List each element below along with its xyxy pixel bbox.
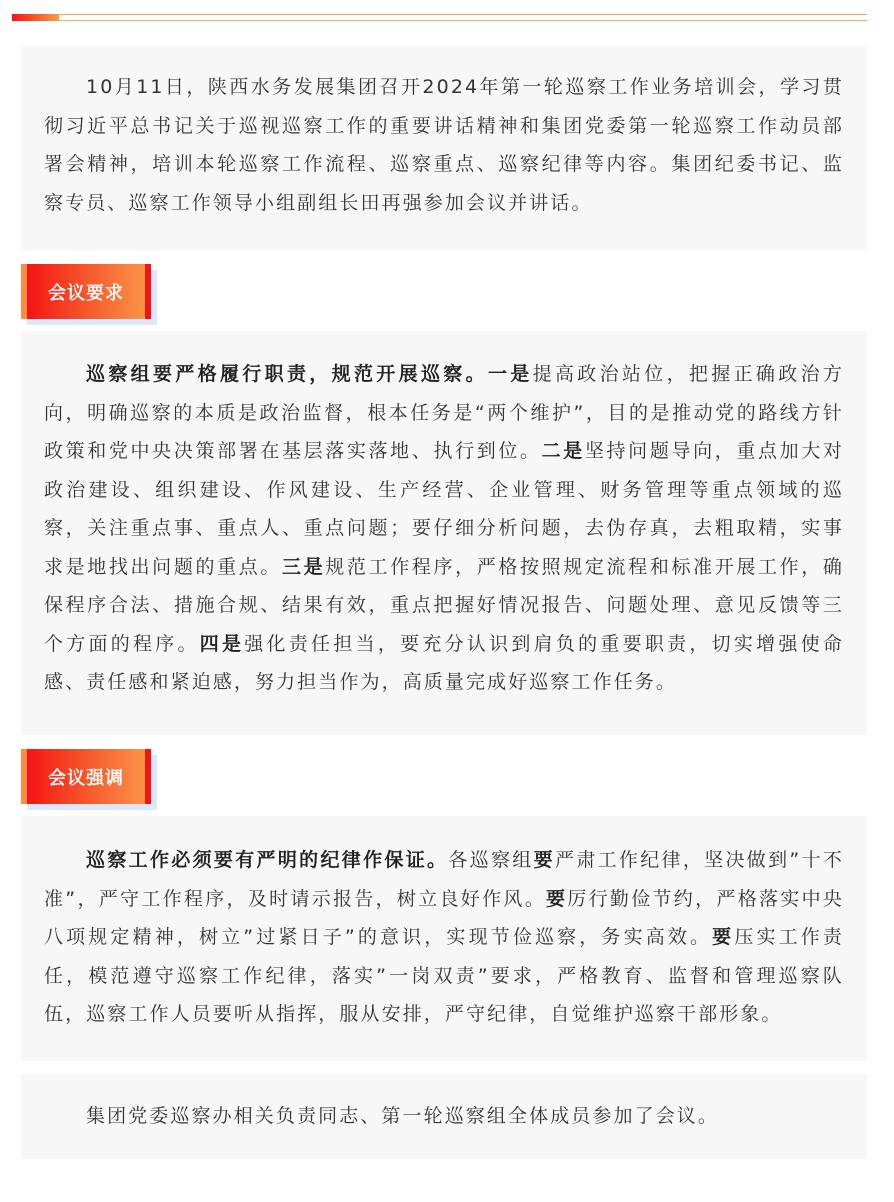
heading-right-edge bbox=[145, 264, 151, 319]
emphasis-paragraph-box bbox=[21, 816, 867, 1061]
point-text-4: 强化责任担当，要充分认识到肩负的重要职责，切实增强使命感、责任感和紧迫感，努力担当作为，高质量完成好巡察工作任务。 bbox=[44, 632, 845, 693]
emphasis-paragraph bbox=[44, 841, 844, 1034]
closing-paragraph: 集团党委巡察办相关负责同志、第一轮巡察组全体成员参加了会议。 bbox=[86, 1105, 720, 1127]
heading-label: 会议强调 bbox=[48, 767, 124, 789]
point-text-3: 规范工作程序，严格按照规定流程和标准开展工作，确保程序合法、措施合规、结果有效，重点把握好情况报告、问题处理、意见反馈等三个方面的程序。 bbox=[44, 555, 845, 655]
point-text-1: 提高政治站位，把握正确政治方向，明确巡察的本质是政治监督，根本任务是“两个维护”，目的是推动党的路线方针政策和党中央决策部署在基层落实落地、执行到位。 bbox=[44, 363, 844, 462]
divider-line-bottom bbox=[12, 20, 867, 21]
point-marker-2: 二是 bbox=[541, 440, 585, 462]
point-marker-3: 三是 bbox=[282, 555, 326, 578]
top-divider bbox=[12, 14, 867, 21]
emphasis-text-2: 严肃工作纪律，坚决做到”十不准”，严守工作程序，及时请示报告，树立良好作风。 bbox=[44, 849, 844, 910]
emphasis-text-3: 厉行勤俭节约，严格落实中央八项规定精神，树立”过紧日子”的意识，实现节俭巡察，务实高效。 bbox=[44, 887, 844, 948]
divider-line-top bbox=[12, 14, 867, 15]
emphasis-marker-1: 要 bbox=[533, 849, 555, 871]
heading-label: 会议要求 bbox=[48, 282, 124, 304]
point-marker-4: 四是 bbox=[199, 632, 245, 655]
lead-sentence: 巡察组要严格履行职责，规范开展巡察。 bbox=[86, 363, 488, 385]
section-heading-emphasis bbox=[21, 749, 157, 810]
emphasis-marker-3: 要 bbox=[712, 926, 735, 948]
point-marker-1: 一是 bbox=[487, 363, 533, 385]
lead-sentence: 巡察工作必须要有严明的纪律作保证。 bbox=[86, 849, 449, 871]
emphasis-marker-2: 要 bbox=[546, 887, 568, 910]
requirements-paragraph bbox=[44, 355, 844, 702]
divider-accent-block bbox=[12, 14, 59, 21]
heading-right-edge bbox=[145, 749, 151, 804]
emphasis-text-4: 压实工作责任，模范遵守巡察工作纪律，落实”一岗双责”要求，严格教育、监督和管理巡察队伍，巡察工作人员要听从指挥，服从安排，严守纪律，自觉维护巡察干部形象。 bbox=[44, 926, 844, 1025]
closing-paragraph-box bbox=[21, 1074, 867, 1159]
section-heading-requirements bbox=[21, 264, 157, 325]
emphasis-text-1: 各巡察组 bbox=[448, 849, 534, 871]
intro-paragraph: 10月11日，陕西水务发展集团召开2024年第一轮巡察工作业务培训会，学习贯彻习近平总书记关于巡视巡察工作的重要讲话精神和集团党委第一轮巡察工作动员部署会精神，培训本轮巡察工作流程、巡察重点、巡察纪律等内容。集团纪委书记、监察专员、巡察工作领导小组副组长田再强参加会议并讲话。 bbox=[44, 76, 844, 214]
requirements-paragraph-box bbox=[21, 331, 867, 735]
point-text-2: 坚持问题导向，重点加大对政治建设、组织建设、作风建设、生产经营、企业管理、财务管理等重点领域的巡察，关注重点事、重点人、重点问题；要仔细分析问题，去伪存真，去粗取精，实事求是地找出问题的重点。 bbox=[44, 440, 844, 578]
intro-paragraph-box bbox=[21, 46, 867, 250]
